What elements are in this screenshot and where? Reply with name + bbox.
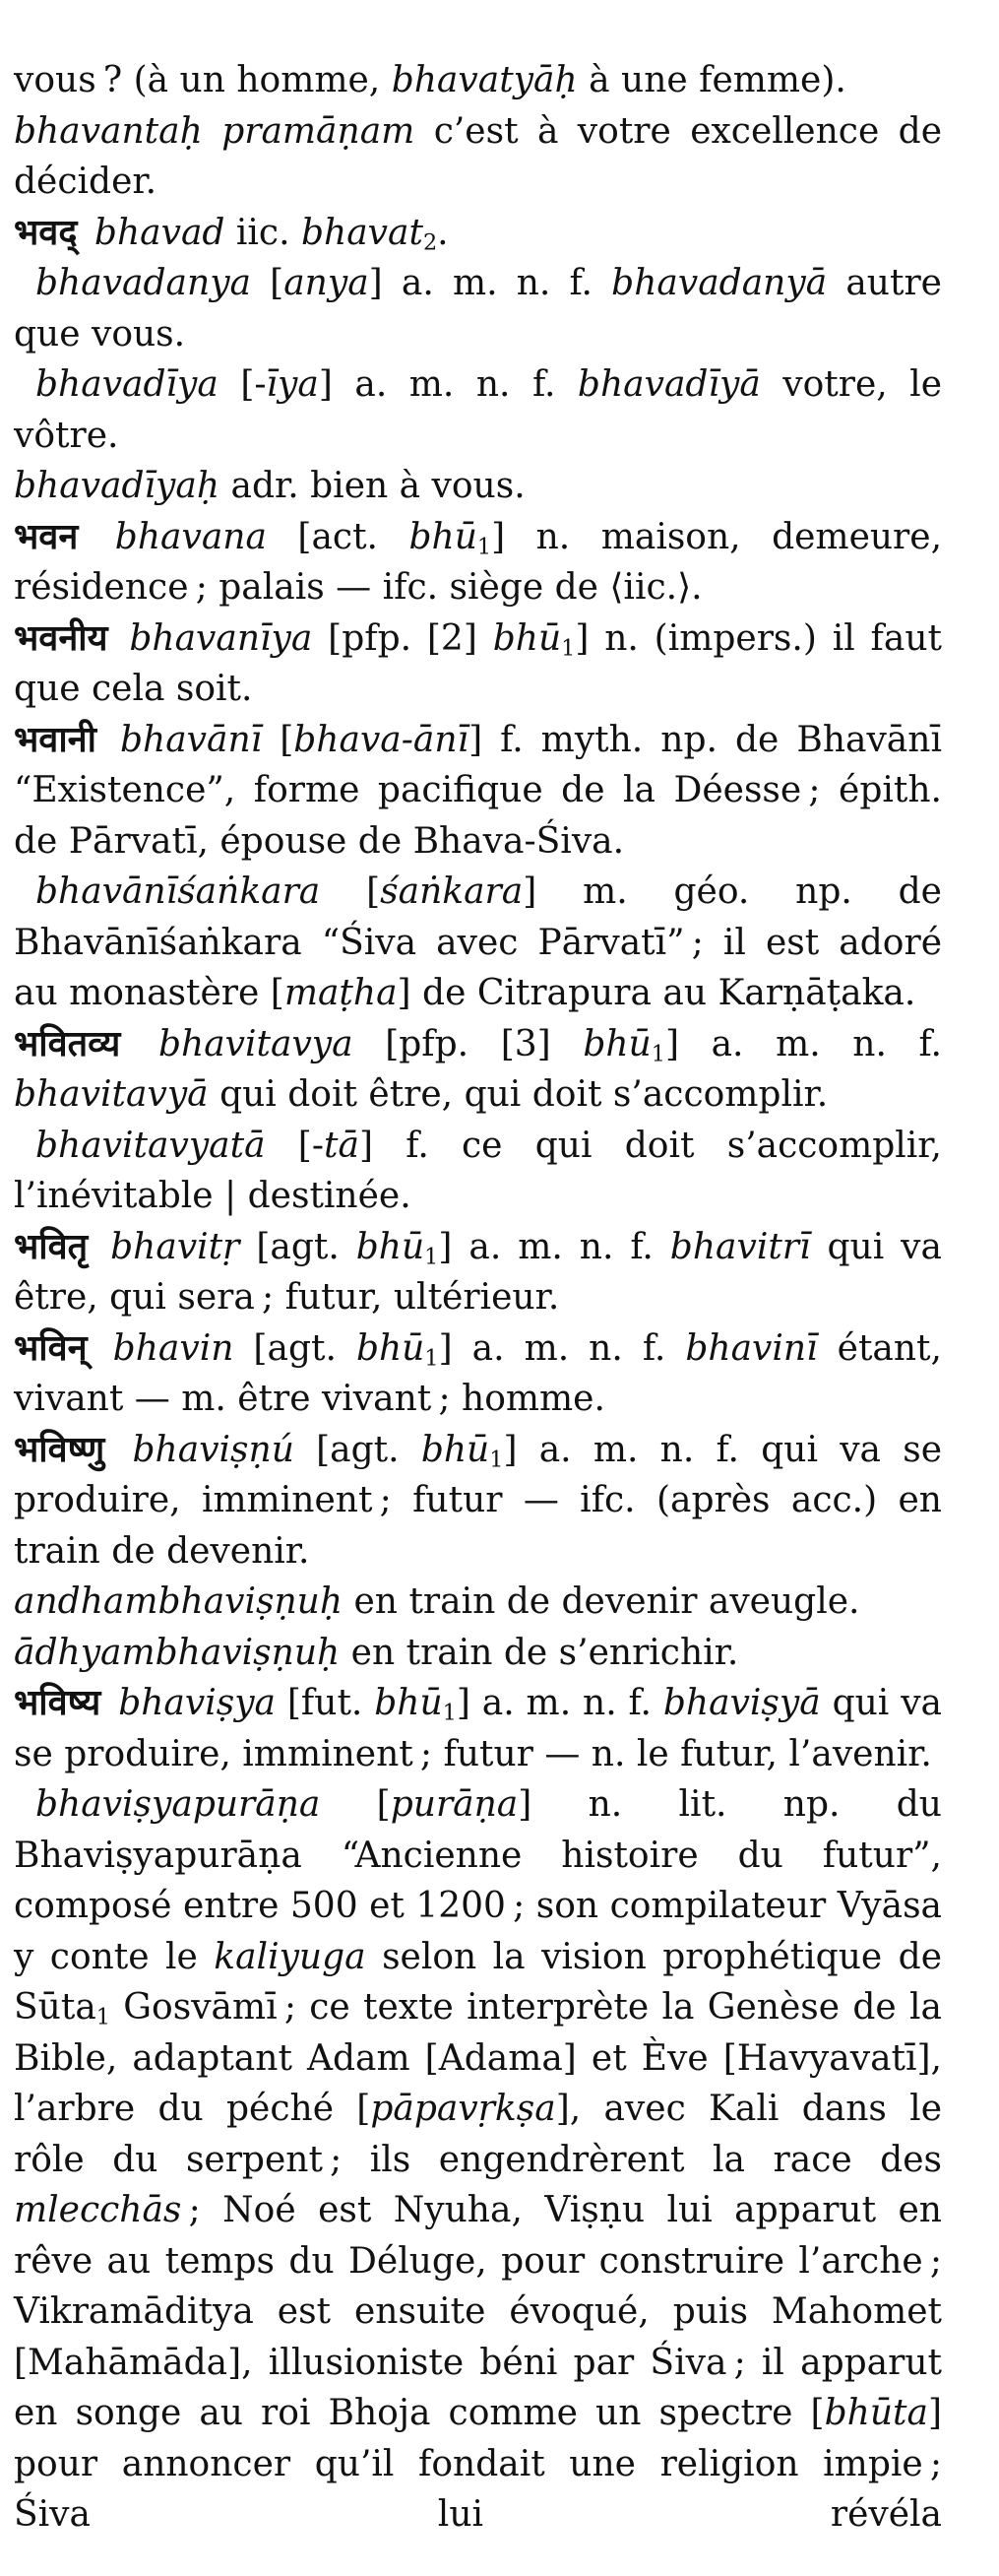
dictionary-entry-e05: bhavadīya [-īya] a. m. n. f. bhavadīyā votre, le vôtre. <box>14 364 942 456</box>
dictionary-entry-e12: bhavitavyatā [-tā] f. ce qui doit s’accomplir, l’inévitable | destinée. <box>14 1125 942 1216</box>
dictionary-entry-e08: भवनीय bhavanīya [pfp. [2] bhū$_1$] n. (impers.) il faut que cela soit. <box>14 617 942 709</box>
dictionary-entry-e14: भविन् bhavin [agt. bhū$_1$] a. m. n. f. bhavinī étant, vivant — m. être vivant ; homme. <box>14 1327 942 1419</box>
dictionary-entry-e04: bhavadanya [anya] a. m. n. f. bhavadanyā autre que vous. <box>14 263 942 354</box>
dictionary-entry-e15: भविष्णु bhaviṣṇú [agt. bhū$_1$] a. m. n. f. qui va se produire, imminent ; futur — ifc. (après acc.) en train de devenir. <box>14 1429 942 1572</box>
dictionary-entry-e19: bhaviṣyapurāṇa [purāṇa] n. lit. np. du Bhaviṣyapurāṇa “Ancienne histoire du futur”, composé entre 500 et 1200 ; son compilateur Vyāsa y conte le kaliyuga selon la vision prophétique de Sūta$_1$ Gosvāmī ; ce texte interprète la Genèse de la Bible, adaptant Adam [Adama] et Ève [Havyavatī], l’arbre du péché [pāpavṛkṣa], avec Kali dans le rôle du serpent ; ils engendrèrent la race des mlecchās ; Noé est Nyuha, Viṣṇu lui apparut en rêve au temps du Déluge, pour construire l’arche ; Vikramāditya est ensuite évoqué, puis Mahomet [Mahāmāda], illusioniste béni par Śiva ; il apparut en songe au roi Bhoja comme un spectre [bhūta] pour annoncer qu’il fondait une religion impie ; Śiva lui révéla <box>14 1784 942 2535</box>
dictionary-entry-e17: ādhyambhaviṣṇuḥ en train de s’enrichir. <box>14 1632 739 1673</box>
dictionary-entry-e16: andhambhaviṣṇuḥ en train de devenir aveugle. <box>14 1581 860 1622</box>
dictionary-entry-e03: भवद् bhavad iic. bhavat$_2$. <box>14 212 449 256</box>
dictionary-entry-e11: भवितव्य bhavitavya [pfp. [3] bhū$_1$] a. m. n. f. bhavitavyā qui doit être, qui doit s’accomplir. <box>14 1023 942 1115</box>
dictionary-entry-e02: bhavantaḥ pramāṇam c’est à votre excellence de décider. <box>14 110 942 202</box>
dictionary-entry-e10: bhavānīśaṅkara [śaṅkara] m. géo. np. de Bhavānīśaṅkara “Śiva avec Pārvatī” ; il est adoré au monastère [maṭha] de Citrapura au Karṇāṭaka. <box>14 871 942 1013</box>
dictionary-entry-e06: bhavadīyaḥ adr. bien à vous. <box>14 466 526 506</box>
dictionary-entry-e09: भवानी bhavānī [bhava-ānī] f. myth. np. de Bhavānī “Existence”, forme pacifique de la Déesse ; épith. de Pārvatī, épouse de Bhava-Śiva. <box>14 719 942 862</box>
dictionary-entry-e18: भविष्य bhaviṣya [fut. bhū$_1$] a. m. n. f. bhaviṣyā qui va se produire, imminent ; futur — n. le futur, l’avenir. <box>14 1683 942 1774</box>
dictionary-entry-e13: भवितृ bhavitṛ [agt. bhū$_1$] a. m. n. f. bhavitrī qui va être, qui sera ; futur, ultérieur. <box>14 1226 942 1318</box>
dictionary-entry-e01: vous ? (à un homme, bhavatyāḥ à une femme). <box>14 60 846 100</box>
dictionary-entry-e07: भवन bhavana [act. bhū$_1$] n. maison, demeure, résidence ; palais — ifc. siège de ⟨iic.⟩. <box>14 516 943 608</box>
